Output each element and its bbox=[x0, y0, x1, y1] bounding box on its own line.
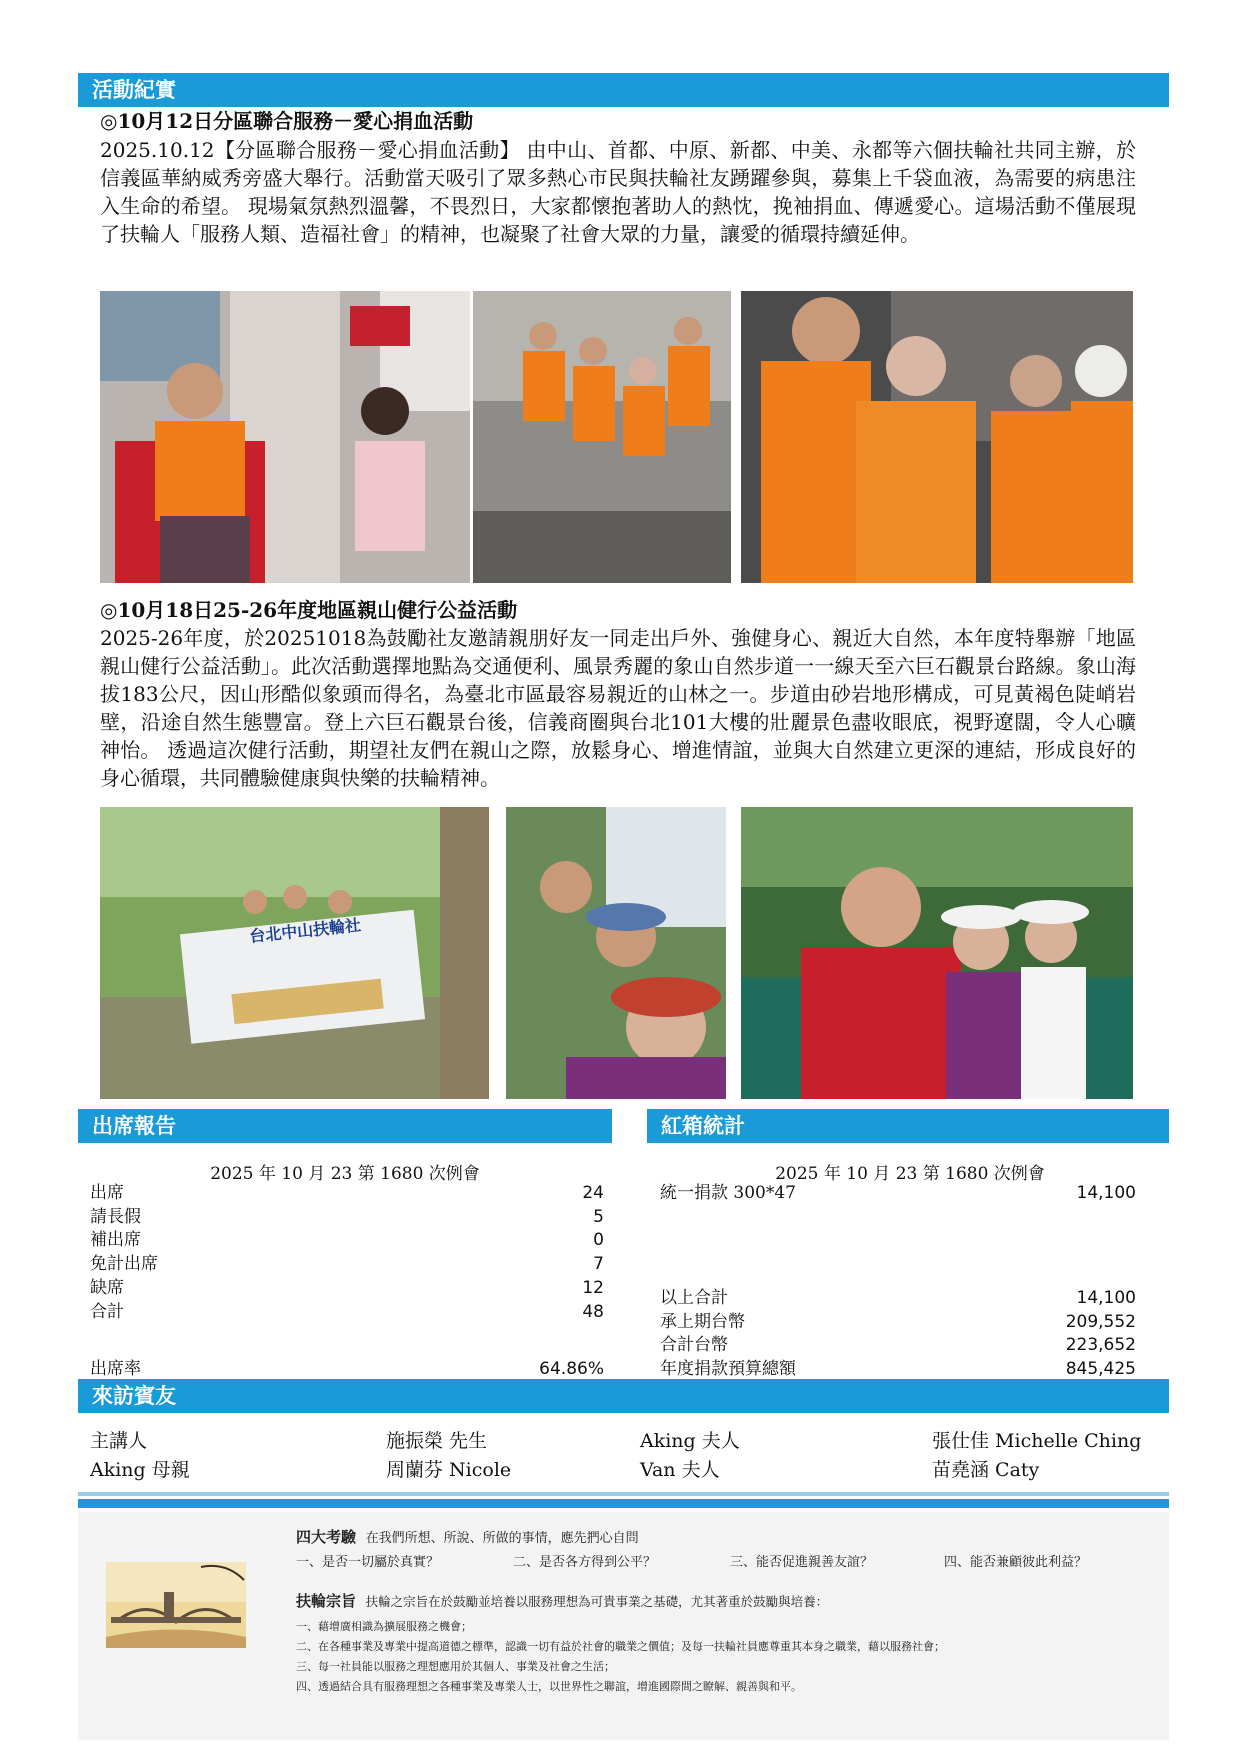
row-value: 14,100 bbox=[1076, 1183, 1136, 1203]
row-label: 出席率 bbox=[90, 1359, 141, 1379]
meeting-label: 2025 年 10 月 23 第 1680 次例會 bbox=[210, 1164, 480, 1184]
event-title: ◎10月18日25-26年度地區親山健行公益活動 bbox=[100, 598, 518, 622]
footer-panel bbox=[78, 1512, 1169, 1740]
row-label: 承上期台幣 bbox=[660, 1311, 745, 1332]
visitor-item: 主講人 bbox=[90, 1430, 148, 1452]
visitor-item: 施振榮 先生 bbox=[386, 1430, 488, 1452]
four-way-test-intro: 在我們所想、所說、所做的事情，應先捫心自問 bbox=[365, 1531, 639, 1546]
row-label: 統一捐款 300*47 bbox=[660, 1183, 796, 1203]
four-way-test-item: 二、是否各方得到公平？ bbox=[513, 1555, 657, 1570]
object-item: 一、藉增廣相識為擴展服務之機會； bbox=[296, 1620, 472, 1633]
photo-group-thumbs-up bbox=[473, 291, 731, 583]
four-way-test-title: 四大考驗 bbox=[296, 1528, 357, 1546]
row-value: 209,552 bbox=[1065, 1311, 1136, 1332]
row-value: 48 bbox=[582, 1301, 604, 1322]
visitor-item: Aking 母親 bbox=[90, 1459, 190, 1481]
section-bar-redbox bbox=[647, 1109, 1169, 1143]
section-bar-attendance bbox=[78, 1109, 612, 1143]
section-title: 出席報告 bbox=[92, 1114, 176, 1138]
photo-selfie-hats bbox=[506, 807, 726, 1099]
row-label: 合計 bbox=[90, 1301, 124, 1322]
row-value: 5 bbox=[593, 1206, 604, 1227]
row-label: 缺席 bbox=[90, 1277, 124, 1298]
section-bar-activities bbox=[78, 73, 1169, 107]
meeting-label: 2025 年 10 月 23 第 1680 次例會 bbox=[775, 1164, 1045, 1184]
row-label: 以上合計 bbox=[660, 1288, 728, 1308]
event-body: 2025-26年度，於20251018為鼓勵社友邀請親朋好友一同走出戶外、強健身心、親近大自然，本年度特舉辦「地區親山健行公益活動」。此次活動選擇地點為交通便利、風景秀麗的象山自然步道一一線天至六巨石觀景台路線。象山海拔183公尺，因山形酷似象頭而得名，為臺北市區最容易親近的山林之一。步道由砂岩地形構成，可見黃褐色陡峭岩壁，沿途自然生態豐富。登上六巨石觀景台後，信義商圈與台北101大樓的壯麗景色盡收眼底，視野遼闊，令人心曠神怡。 透過這次健行活動，期望社友們在親山之際，放鬆身心、增進情誼，並與大自然建立更深的連結，形成良好的身心循環，共同體驗健康與快樂的扶輪精神。 bbox=[100, 626, 1136, 790]
photo-blood-donation bbox=[100, 291, 470, 583]
visitor-item: 周蘭芬 Nicole bbox=[386, 1459, 512, 1481]
photo-selfie-park bbox=[741, 807, 1133, 1099]
divider bbox=[78, 1499, 1169, 1508]
row-value: 7 bbox=[593, 1254, 604, 1275]
event-title: ◎10月12日分區聯合服務－愛心捐血活動 bbox=[100, 109, 474, 133]
four-way-test-item: 一、是否一切屬於真實？ bbox=[296, 1555, 440, 1570]
section-title: 活動紀實 bbox=[92, 78, 176, 102]
visitor-item: Aking 夫人 bbox=[640, 1430, 740, 1452]
object-title: 扶輪宗旨 bbox=[296, 1592, 357, 1610]
visitor-item: 苗堯涵 Caty bbox=[932, 1459, 1040, 1481]
section-title: 紅箱統計 bbox=[661, 1114, 745, 1138]
banner-text: 台北中山扶輪社 bbox=[248, 915, 362, 947]
object-item: 三、每一社員能以服務之理想應用於其個人、事業及社會之生活； bbox=[296, 1660, 615, 1673]
row-value: 0 bbox=[593, 1230, 604, 1251]
row-label: 免計出席 bbox=[90, 1254, 158, 1275]
object-item: 四、透過結合具有服務理想之各種事業及專業人士，以世界性之聯誼，增進國際間之瞭解、親善與和平。 bbox=[296, 1680, 802, 1693]
row-label: 合計台幣 bbox=[660, 1335, 728, 1356]
row-value: 64.86% bbox=[539, 1359, 604, 1379]
row-label: 補出席 bbox=[90, 1230, 141, 1251]
row-label: 請長假 bbox=[90, 1206, 141, 1227]
photo-members-chatting bbox=[741, 291, 1133, 583]
object-item: 二、在各種事業及專業中提高道德之標準，認識一切有益於社會的職業之價值；及每一扶輪社員應尊重其本身之職業，藉以服務社會； bbox=[296, 1640, 945, 1653]
row-value: 223,652 bbox=[1065, 1335, 1136, 1356]
section-title: 來訪賓友 bbox=[92, 1384, 176, 1408]
photo-group-banner bbox=[100, 807, 489, 1099]
four-way-test-item: 三、能否促進親善友誼？ bbox=[730, 1555, 874, 1570]
visitor-item: 張仕佳 Michelle Ching bbox=[932, 1430, 1142, 1452]
divider bbox=[78, 1492, 1169, 1496]
row-label: 出席 bbox=[90, 1183, 124, 1203]
row-label: 年度捐款預算總額 bbox=[660, 1359, 796, 1380]
object-intro: 扶輪之宗旨在於鼓勵並培養以服務理想為可貴事業之基礎，尤其著重於鼓勵與培養： bbox=[365, 1594, 829, 1609]
row-value: 14,100 bbox=[1076, 1288, 1136, 1308]
row-value: 12 bbox=[582, 1277, 604, 1298]
bridge-illustration bbox=[106, 1562, 246, 1648]
section-bar-visitors bbox=[78, 1379, 1169, 1413]
row-value: 24 bbox=[582, 1183, 604, 1203]
event-body: 2025.10.12【分區聯合服務－愛心捐血活動】 由中山、首都、中原、新都、中美、永都等六個扶輪社共同主辦，於信義區華納威秀旁盛大舉行。活動當天吸引了眾多熱心市民與扶輪社友踴躍參與，募集上千袋血液，為需要的病患注入生命的希望。 現場氣氛熱烈溫馨，不畏烈日，大家都懷抱著助人的熱忱，挽袖捐血、傳遞愛心。這場活動不僅展現了扶輪人「服務人類、造福社會」的精神，也凝聚了社會大眾的力量，讓愛的循環持續延伸。 bbox=[100, 138, 1136, 246]
row-value: 845,425 bbox=[1065, 1359, 1136, 1380]
visitor-item: Van 夫人 bbox=[640, 1459, 720, 1481]
four-way-test-item: 四、能否兼顧彼此利益？ bbox=[944, 1555, 1088, 1570]
